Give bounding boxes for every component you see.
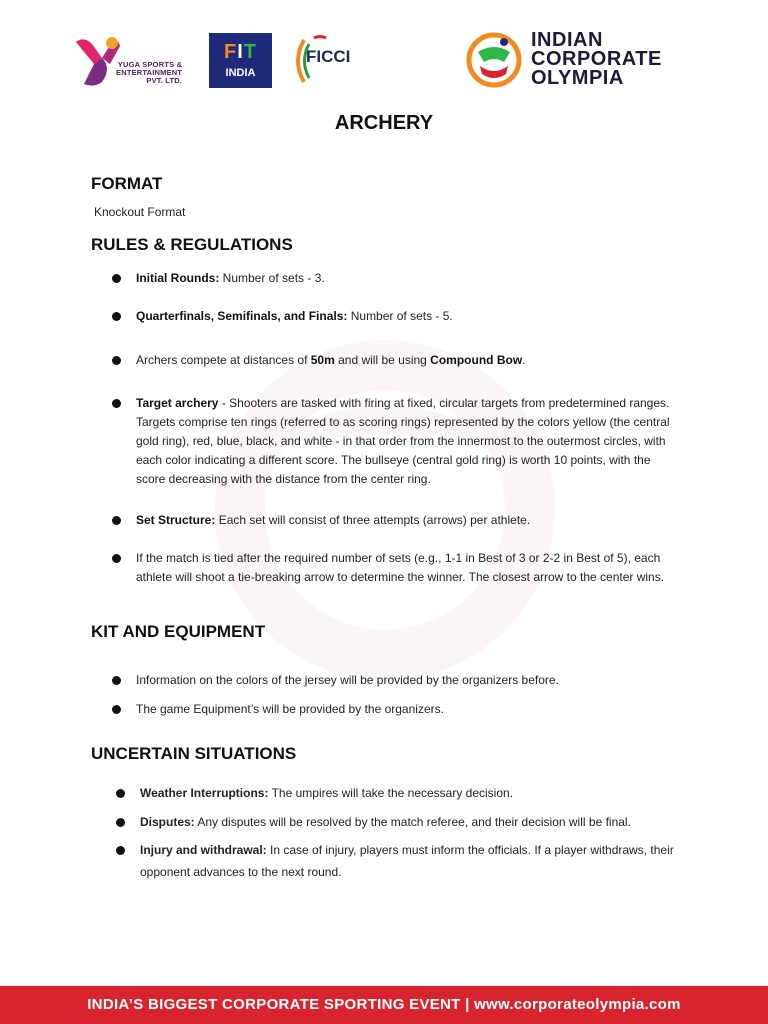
bullet-icon: [116, 789, 125, 798]
bullet-icon: [116, 846, 125, 855]
bullet-icon: [116, 818, 125, 827]
kit-heading: KIT AND EQUIPMENT: [91, 622, 266, 641]
bullet-icon: [112, 356, 121, 365]
page-title: ARCHERY: [334, 112, 434, 134]
bullet-icon: [112, 312, 121, 321]
header-logos: [0, 0, 768, 110]
fit-india-logo: [209, 33, 272, 88]
corporate-olympia-logo-icon: [466, 32, 522, 88]
format-text: Knockout Format: [94, 205, 186, 219]
bullet-icon: [112, 516, 121, 525]
footer-banner: INDIA’S BIGGEST CORPORATE SPORTING EVENT | www.corporateolympia.com: [0, 986, 768, 1024]
bullet-icon: [112, 399, 121, 408]
bullet-icon: [112, 705, 121, 714]
format-heading: FORMAT: [91, 174, 163, 193]
yuga-logo-text: YUGA SPORTS & ENTERTAINMENT PVT. LTD.: [116, 60, 183, 85]
ficci-logo-text: FICCI: [306, 47, 351, 66]
bullet-icon: [112, 676, 121, 685]
bullet-icon: [112, 554, 121, 563]
bullet-icon: [112, 274, 121, 283]
fit-india-logo-bottom: INDIA: [225, 67, 256, 79]
fit-india-logo-top: FIT: [224, 41, 257, 63]
rules-heading: RULES & REGULATIONS: [91, 235, 293, 254]
corporate-olympia-logo-text: INDIAN CORPORATE OLYMPIA: [531, 29, 662, 89]
uncertain-heading: UNCERTAIN SITUATIONS: [91, 744, 297, 763]
